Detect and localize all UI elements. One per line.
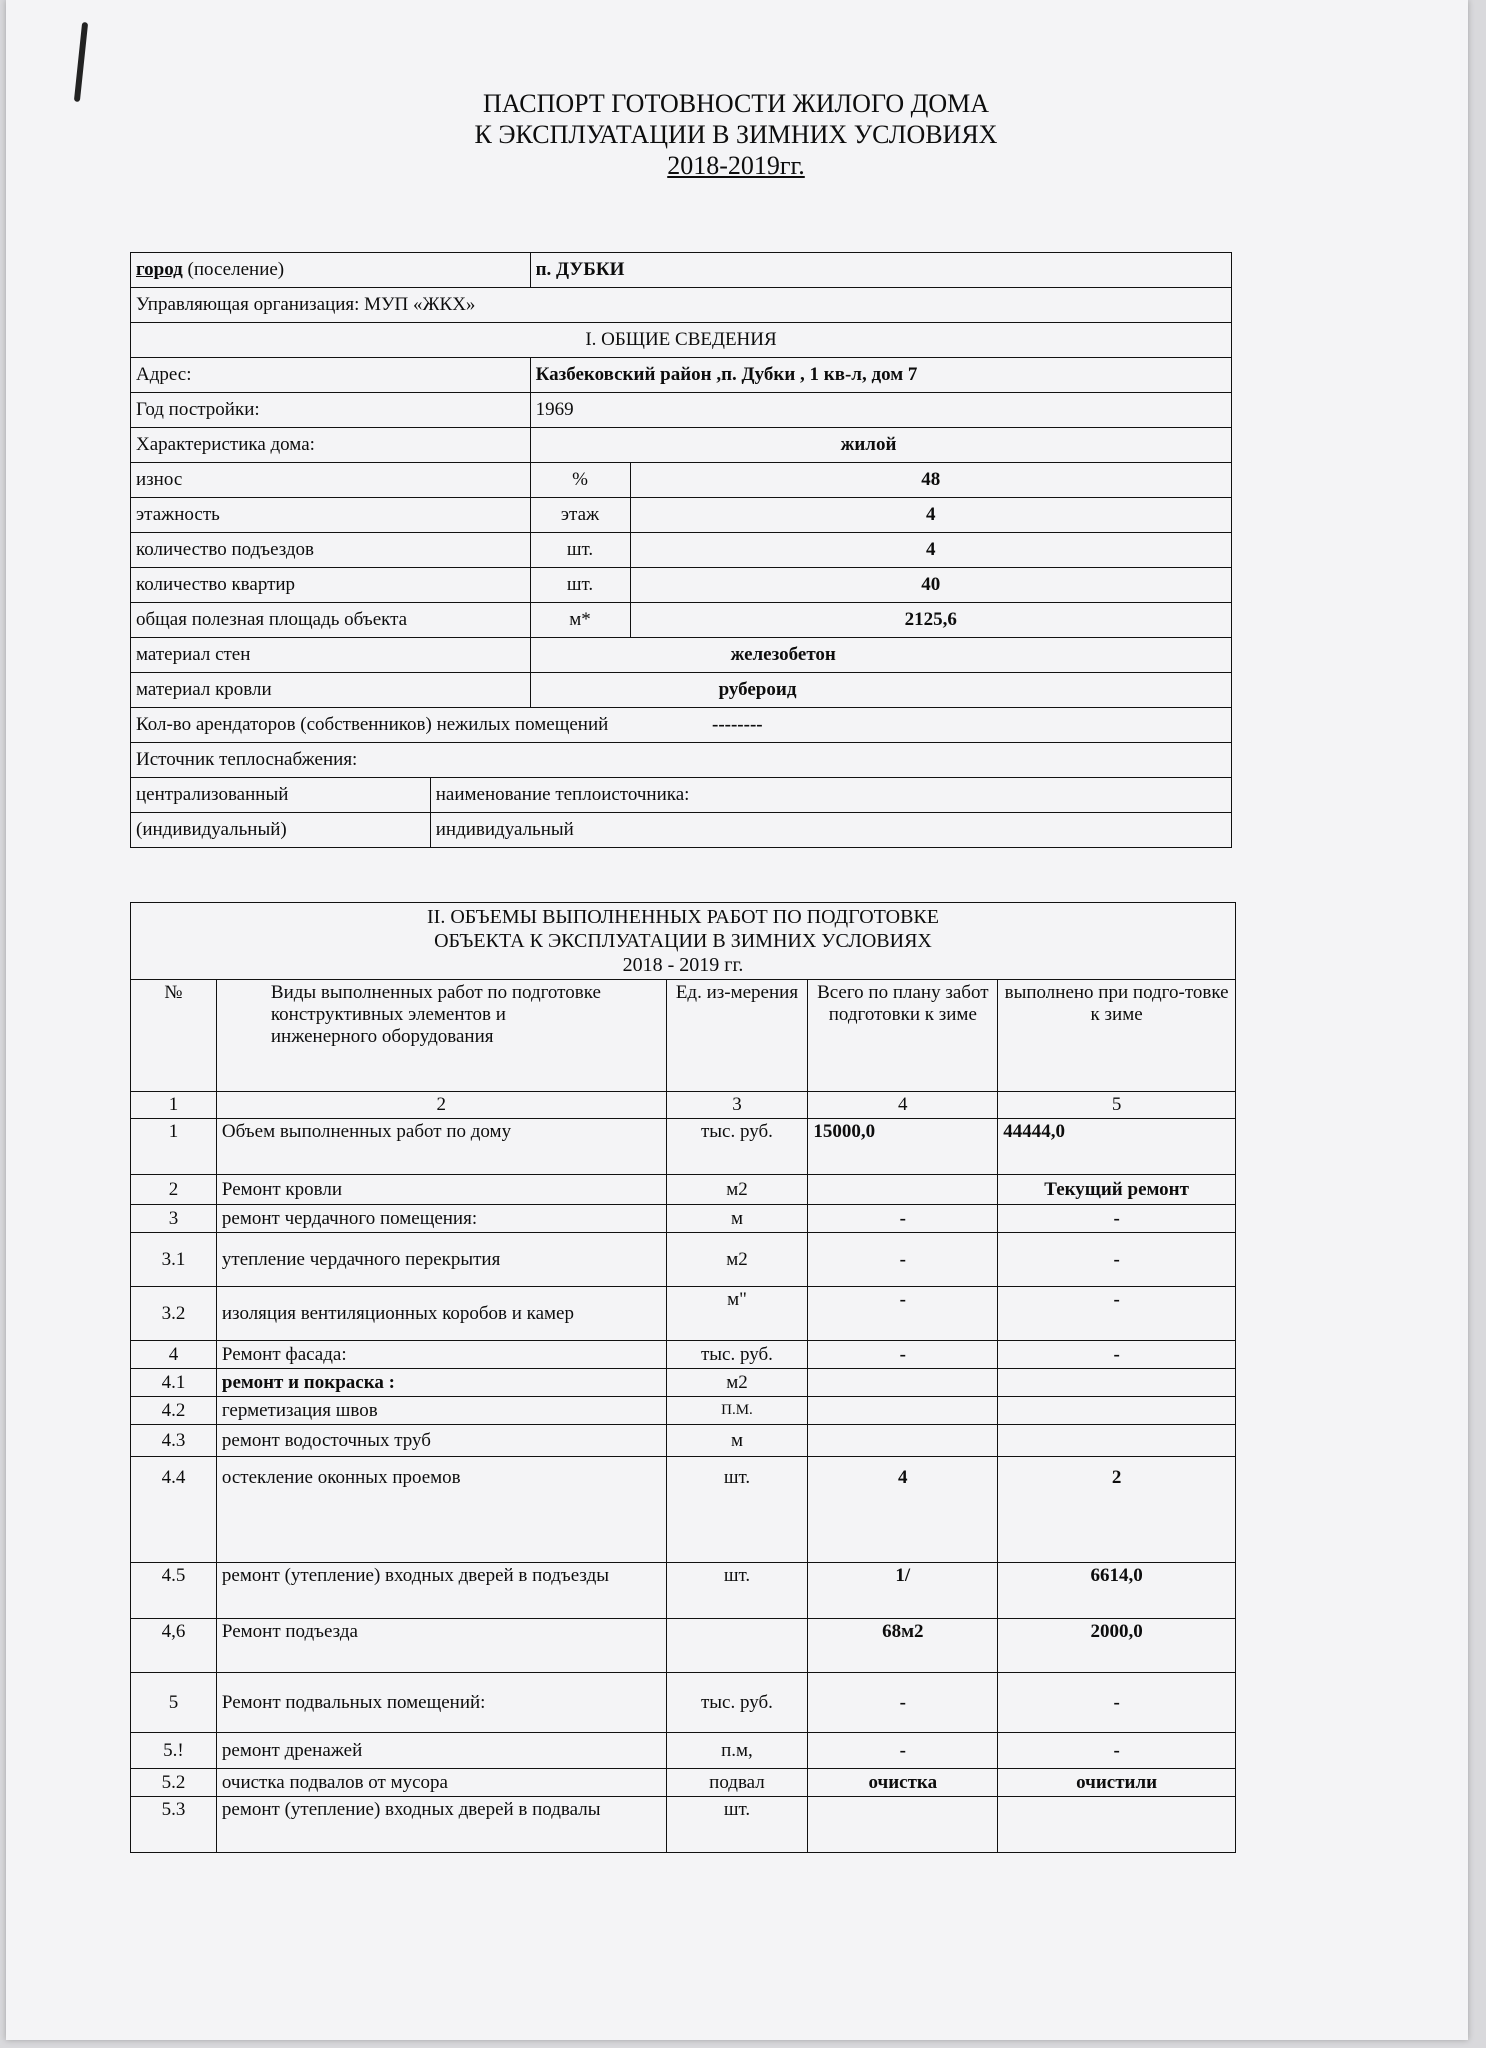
document-page — [6, 0, 1468, 2040]
table-row — [131, 1797, 1236, 1853]
row-unit: шт. — [666, 1563, 808, 1619]
row-done: - — [998, 1733, 1236, 1769]
row-unit: подвал — [666, 1769, 808, 1797]
info-row-value: 2125,6 — [630, 603, 1232, 638]
characteristic-label: Характеристика дома: — [131, 428, 531, 463]
row-plan: 1/ — [808, 1563, 998, 1619]
row-unit: тыс. руб. — [666, 1341, 808, 1369]
column-numbers — [131, 1092, 1236, 1119]
heat-individual: (индивидуальный) — [131, 813, 431, 848]
row-plan: - — [808, 1673, 998, 1733]
info-row-unit: шт. — [530, 568, 630, 603]
row-done — [998, 1369, 1236, 1397]
row-plan: 4 — [808, 1457, 998, 1563]
section-2-title — [131, 903, 1236, 980]
row-num: 4 — [131, 1341, 217, 1369]
management-org: Управляющая организация: МУП «ЖКХ» — [131, 288, 1232, 323]
table-row — [131, 1287, 1236, 1341]
pen-mark — [74, 22, 88, 102]
info-row-value: 48 — [630, 463, 1232, 498]
row-done: очистили — [998, 1769, 1236, 1797]
row-done: 2 — [998, 1457, 1236, 1563]
row-name: ремонт (утепление) входных дверей в подъезды — [216, 1563, 666, 1619]
info-row-label: этажность — [131, 498, 531, 533]
roof-label: материал кровли — [131, 673, 531, 708]
row-plan — [808, 1175, 998, 1205]
row-unit: П.М. — [666, 1397, 808, 1425]
row-num: 4.1 — [131, 1369, 217, 1397]
row-name: изоляция вентиляционных коробов и камер — [216, 1287, 666, 1341]
row-done — [998, 1425, 1236, 1457]
row-done: - — [998, 1673, 1236, 1733]
row-done: - — [998, 1233, 1236, 1287]
row-done: Текущий ремонт — [998, 1175, 1236, 1205]
row-name: герметизация швов — [216, 1397, 666, 1425]
header-done: выполнено при подго-товке к зиме — [998, 980, 1236, 1092]
table-row — [131, 1369, 1236, 1397]
row-num: 4.5 — [131, 1563, 217, 1619]
heat-source-name-label: наименование теплоисточника: — [430, 778, 1231, 813]
row-done: 2000,0 — [998, 1619, 1236, 1673]
year-label: Год постройки: — [131, 393, 531, 428]
row-num: 5.3 — [131, 1797, 217, 1853]
tenants-label: Кол-во арендаторов (собственников) нежилых помещений — [131, 708, 631, 743]
header-unit: Ед. из-мерения — [666, 980, 808, 1092]
header-plan: Всего по плану забот подготовки к зиме — [808, 980, 998, 1092]
row-num: 4.3 — [131, 1425, 217, 1457]
general-info-table — [130, 252, 1232, 848]
walls-label: материал стен — [131, 638, 531, 673]
characteristic-value: жилой — [530, 428, 1231, 463]
row-name: очистка подвалов от мусора — [216, 1769, 666, 1797]
year-value: 1969 — [530, 393, 1231, 428]
row-plan: - — [808, 1233, 998, 1287]
row-done: 6614,0 — [998, 1563, 1236, 1619]
row-done: 44444,0 — [998, 1119, 1236, 1175]
title-line-2: К ЭКСПЛУАТАЦИИ В ЗИМНИХ УСЛОВИЯХ — [474, 120, 998, 149]
row-plan: - — [808, 1287, 998, 1341]
row-name: ремонт и покраска : — [216, 1369, 666, 1397]
row-num: 4.4 — [131, 1457, 217, 1563]
table-row — [131, 1425, 1236, 1457]
table-row — [131, 1457, 1236, 1563]
row-plan — [808, 1369, 998, 1397]
info-row-label: количество квартир — [131, 568, 531, 603]
roof-value: рубероид — [530, 673, 1231, 708]
row-plan — [808, 1797, 998, 1853]
row-unit: м2 — [666, 1233, 808, 1287]
section-2-line-2: ОБЪЕКТА К ЭКСПЛУАТАЦИИ В ЗИМНИХ УСЛОВИЯХ — [434, 930, 932, 952]
row-num: 4,6 — [131, 1619, 217, 1673]
info-row — [131, 498, 1232, 533]
colnum: 2 — [216, 1092, 666, 1119]
row-name: ремонт дренажей — [216, 1733, 666, 1769]
table-row — [131, 1175, 1236, 1205]
address-value: Казбековский район ,п. Дубки , 1 кв-л, дом 7 — [530, 358, 1231, 393]
city-row — [131, 253, 1232, 288]
table-header — [131, 980, 1236, 1092]
city-value: п. ДУБКИ — [530, 253, 1231, 288]
row-unit: тыс. руб. — [666, 1119, 808, 1175]
row-plan: - — [808, 1341, 998, 1369]
table-row — [131, 1673, 1236, 1733]
section-2-line-1: II. ОБЪЕМЫ ВЫПОЛНЕННЫХ РАБОТ ПО ПОДГОТОВКЕ — [427, 906, 939, 928]
row-num: 3.2 — [131, 1287, 217, 1341]
row-name: ремонт чердачного помещения: — [216, 1205, 666, 1233]
info-row — [131, 533, 1232, 568]
table-row — [131, 1233, 1236, 1287]
works-table — [130, 902, 1236, 1853]
row-done — [998, 1797, 1236, 1853]
row-plan — [808, 1397, 998, 1425]
heat-central: централизованный — [131, 778, 431, 813]
info-row-unit: м* — [530, 603, 630, 638]
row-name: Объем выполненных работ по дому — [216, 1119, 666, 1175]
row-name: Ремонт подвальных помещений: — [216, 1673, 666, 1733]
row-unit: м2 — [666, 1369, 808, 1397]
row-num: 5.2 — [131, 1769, 217, 1797]
row-plan: - — [808, 1733, 998, 1769]
info-row-value: 4 — [630, 533, 1232, 568]
info-row-unit: шт. — [530, 533, 630, 568]
title-line-1: ПАСПОРТ ГОТОВНОСТИ ЖИЛОГО ДОМА — [482, 89, 990, 118]
row-done: - — [998, 1205, 1236, 1233]
row-plan: 15000,0 — [808, 1119, 998, 1175]
info-row-label: количество подъездов — [131, 533, 531, 568]
info-row — [131, 603, 1232, 638]
row-unit: м — [666, 1425, 808, 1457]
document-title — [306, 88, 1166, 181]
heat-source-label: Источник теплоснабжения: — [131, 743, 1232, 778]
row-unit — [666, 1619, 808, 1673]
row-num: 4.2 — [131, 1397, 217, 1425]
row-name: утепление чердачного перекрытия — [216, 1233, 666, 1287]
info-row-unit: % — [530, 463, 630, 498]
row-unit: м" — [666, 1287, 808, 1341]
row-num: 5.! — [131, 1733, 217, 1769]
colnum: 5 — [998, 1092, 1236, 1119]
row-plan: 68м2 — [808, 1619, 998, 1673]
table-row — [131, 1397, 1236, 1425]
row-unit: м — [666, 1205, 808, 1233]
row-num: 3 — [131, 1205, 217, 1233]
row-num: 3.1 — [131, 1233, 217, 1287]
heat-source-name-value: индивидуальный — [430, 813, 1231, 848]
walls-value: железобетон — [530, 638, 1231, 673]
table-row — [131, 1733, 1236, 1769]
row-done: - — [998, 1287, 1236, 1341]
header-num: № — [131, 980, 217, 1092]
info-row-label: общая полезная площадь объекта — [131, 603, 531, 638]
info-row — [131, 463, 1232, 498]
info-row-label: износ — [131, 463, 531, 498]
row-done — [998, 1397, 1236, 1425]
header-kind: Виды выполненных работ по подготовке конструктивных элементов и инженерного оборудования — [216, 980, 666, 1092]
city-label: город (поселение) — [131, 253, 531, 288]
row-name: Ремонт подъезда — [216, 1619, 666, 1673]
table-row — [131, 1563, 1236, 1619]
row-num: 5 — [131, 1673, 217, 1733]
table-row — [131, 1119, 1236, 1175]
row-unit: тыс. руб. — [666, 1673, 808, 1733]
colnum: 1 — [131, 1092, 217, 1119]
info-row-value: 4 — [630, 498, 1232, 533]
row-num: 2 — [131, 1175, 217, 1205]
table-row — [131, 1619, 1236, 1673]
info-row-unit: этаж — [530, 498, 630, 533]
row-done: - — [998, 1341, 1236, 1369]
row-plan — [808, 1425, 998, 1457]
section-2-years: 2018 - 2019 гг. — [622, 954, 744, 976]
row-num: 1 — [131, 1119, 217, 1175]
tenants-value: -------- — [630, 708, 1232, 743]
table-row — [131, 1341, 1236, 1369]
row-name: остекление оконных проемов — [216, 1457, 666, 1563]
address-label: Адрес: — [131, 358, 531, 393]
section-1-title: I. ОБЩИЕ СВЕДЕНИЯ — [131, 323, 1232, 358]
info-row-value: 40 — [630, 568, 1232, 603]
info-row — [131, 568, 1232, 603]
row-name: ремонт водосточных труб — [216, 1425, 666, 1457]
row-unit: п.м, — [666, 1733, 808, 1769]
row-unit: шт. — [666, 1457, 808, 1563]
row-unit: м2 — [666, 1175, 808, 1205]
row-name: Ремонт фасада: — [216, 1341, 666, 1369]
title-years: 2018-2019гг. — [667, 151, 805, 180]
table-row — [131, 1205, 1236, 1233]
table-row — [131, 1769, 1236, 1797]
row-unit: шт. — [666, 1797, 808, 1853]
row-name: ремонт (утепление) входных дверей в подвалы — [216, 1797, 666, 1853]
row-name: Ремонт кровли — [216, 1175, 666, 1205]
colnum: 4 — [808, 1092, 998, 1119]
row-plan: - — [808, 1205, 998, 1233]
colnum: 3 — [666, 1092, 808, 1119]
row-plan: очистка — [808, 1769, 998, 1797]
